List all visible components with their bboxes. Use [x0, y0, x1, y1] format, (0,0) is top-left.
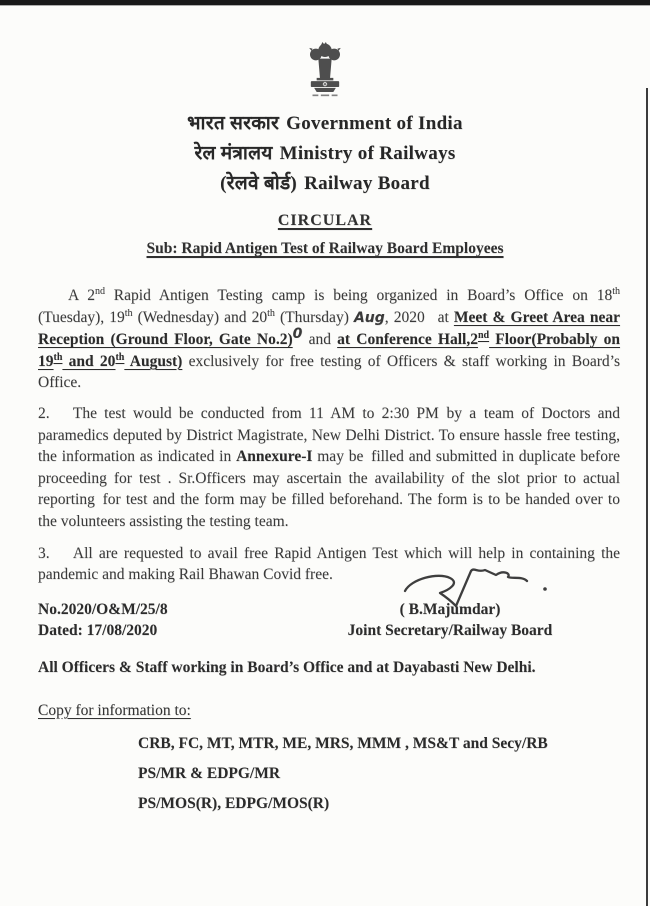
- paragraph-2: 2. The test would be conducted from 11 AM to 2:30 PM by a team of Doctors and paramedics deputed by District Magistrate, New Delhi District. To ensure hassle free testing, the information as indicated in Annexure-I may be filled and submitted in duplicate before proceeding for test . Sr.Officers may ascertain the availability of the slot prior to actual reporting for test and the form may be filled beforehand. The form is to be handed over to the volunteers assisting the testing team.: [38, 404, 620, 530]
- copy-list: [138, 729, 650, 819]
- reference-block: [38, 599, 288, 642]
- reference-date: Dated: 17/08/2020: [38, 622, 158, 640]
- reference-and-signatory-row: [38, 599, 650, 642]
- letterhead-line-railway-board: [0, 169, 650, 199]
- letterhead-line-ministry-of-railways: [0, 139, 650, 169]
- hindi-text: भारत सरकार: [187, 113, 280, 134]
- addressee-line: All Officers & Staff working in Board’s Office and at Dayabasti New Delhi.: [38, 658, 536, 676]
- signatory-name: ( B.Majumdar): [399, 600, 501, 618]
- hindi-text: रेल मंत्रालय: [194, 143, 273, 164]
- letterhead-line-govt-of-india: [0, 109, 650, 139]
- subject-line: Sub: Rapid Antigen Test of Railway Board Employees: [146, 240, 504, 257]
- paragraph-1: A 2nd Rapid Antigen Testing camp is being organized in Board’s Office on 18th (Tuesday), 19th (Wednesday) and 20th (Thursday) Aug, 2020 at Meet & Greet Area near Reception (Ground Floor, Gate No.2)$^0$ and at Conference Hall,2nd Floor(Probably on 19th and 20th August) exclusively for free testing of Officers & staff working in Board’s Office.: [38, 285, 621, 392]
- copy-list-item: CRB, FC, MT, MTR, ME, MRS, MMM , MS&T and Secy/RB: [138, 734, 548, 752]
- ashoka-emblem-icon: [300, 40, 350, 104]
- letterhead: [0, 109, 650, 199]
- signature-scribble: [398, 562, 558, 610]
- english-text: Railway Board: [304, 173, 430, 194]
- copy-for-information-heading: Copy for information to:: [38, 701, 191, 719]
- scan-artifact-right-edge: [646, 88, 648, 906]
- paragraph-3: 3. All are requested to avail free Rapid Antigen Test which will help in containing the pandemic and making Rail Bhawan Covid free.: [38, 544, 620, 584]
- signatory-designation: Joint Secretary/Railway Board: [347, 622, 553, 640]
- hindi-text: (रेलवे बोर्ड): [220, 173, 298, 194]
- english-text: Ministry of Railways: [279, 143, 456, 164]
- reference-number: No.2020/O&M/25/8: [38, 600, 168, 618]
- scan-artifact-top-bar: [0, 0, 650, 5]
- copy-list-item: PS/MOS(R), EDPG/MOS(R): [138, 794, 330, 812]
- english-text: Government of India: [286, 113, 463, 134]
- copy-list-item: PS/MR & EDPG/MR: [138, 764, 281, 782]
- document-title: CIRCULAR: [277, 212, 373, 229]
